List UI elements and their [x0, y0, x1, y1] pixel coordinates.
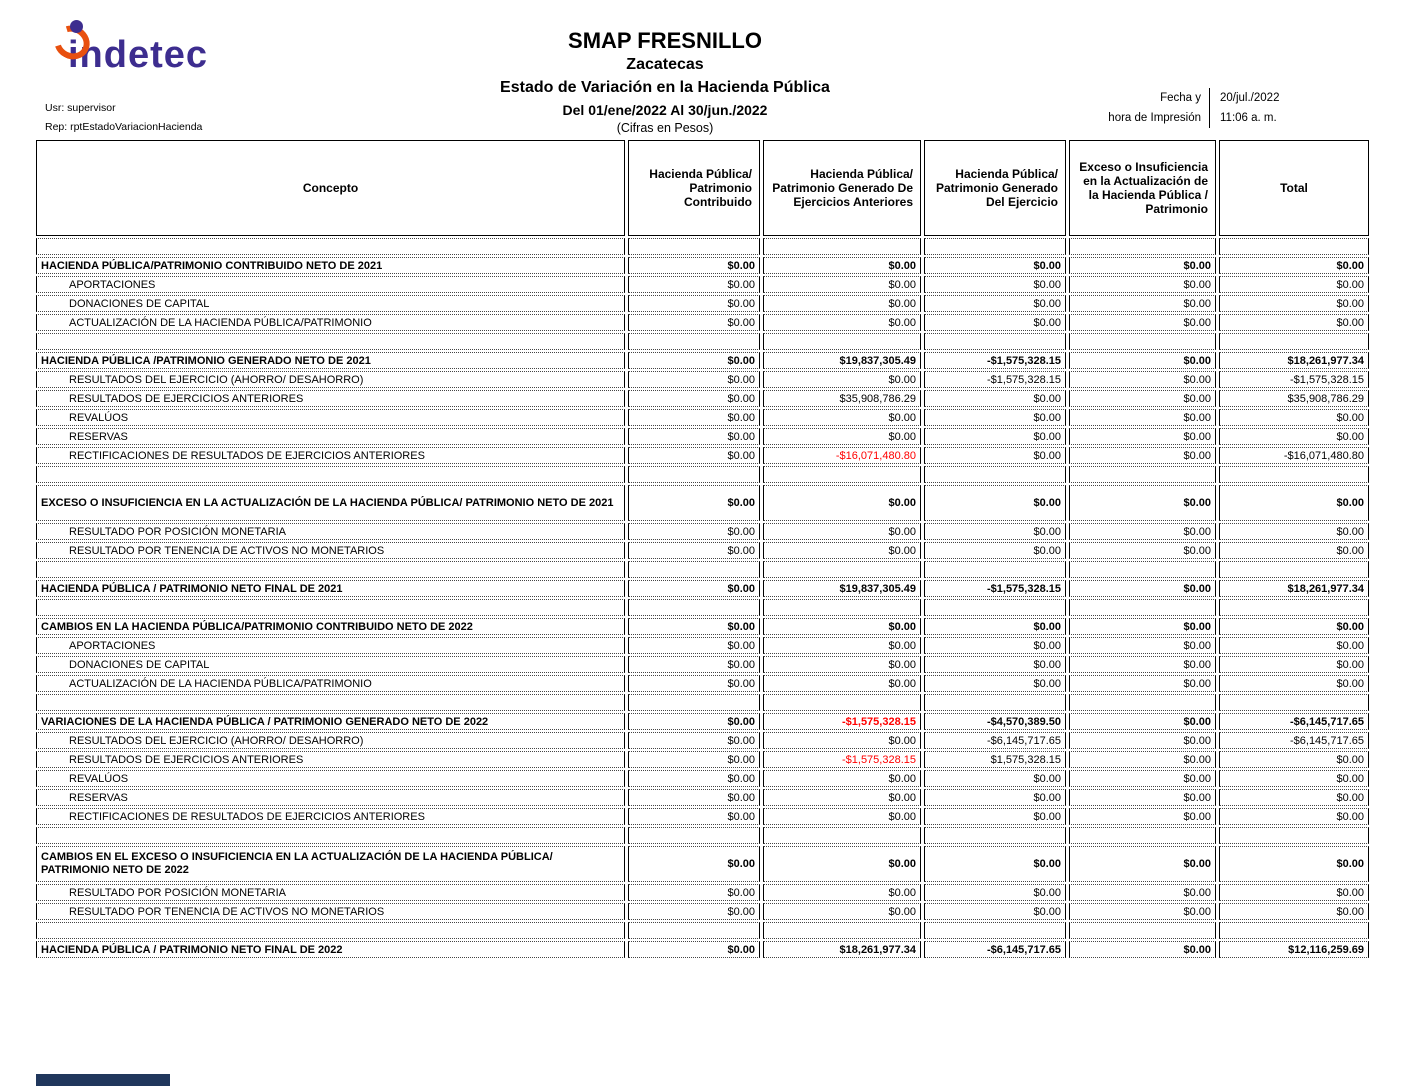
value-cell: $19,837,305.49	[763, 352, 921, 369]
value-cell: $0.00	[628, 884, 760, 901]
value-cell: $0.00	[763, 618, 921, 635]
concept-cell: RESULTADOS DE EJERCICIOS ANTERIORES	[36, 390, 625, 407]
table-row	[36, 789, 1370, 806]
value-cell	[924, 238, 1066, 255]
value-cell: $0.00	[628, 770, 760, 787]
value-cell: $0.00	[1219, 637, 1369, 654]
value-cell: $0.00	[924, 618, 1066, 635]
value-cell	[1219, 466, 1369, 483]
table-row	[36, 618, 1370, 635]
print-time-label: hora de Impresión	[1108, 108, 1210, 128]
concept-cell: HACIENDA PÚBLICA /PATRIMONIO GENERADO NETO DE 2021	[36, 352, 625, 369]
value-cell: $0.00	[763, 789, 921, 806]
value-cell	[628, 694, 760, 711]
table-row	[36, 428, 1370, 445]
concept-cell: HACIENDA PÚBLICA/PATRIMONIO CONTRIBUIDO NETO DE 2021	[36, 257, 625, 274]
concept-cell: RESULTADO POR TENENCIA DE ACTIVOS NO MONETARIOS	[36, 542, 625, 559]
concept-cell: RESULTADO POR POSICIÓN MONETARIA	[36, 523, 625, 540]
concept-cell: RECTIFICACIONES DE RESULTADOS DE EJERCICIOS ANTERIORES	[36, 447, 625, 464]
concept-cell: HACIENDA PÚBLICA / PATRIMONIO NETO FINAL DE 2021	[36, 580, 625, 597]
value-cell: $0.00	[763, 371, 921, 388]
spacer-row	[36, 599, 1370, 616]
table-row	[36, 314, 1370, 331]
value-cell	[924, 827, 1066, 844]
value-cell	[924, 922, 1066, 939]
table-row	[36, 732, 1370, 749]
value-cell	[1069, 599, 1216, 616]
value-cell: $0.00	[763, 846, 921, 882]
value-cell: $0.00	[1069, 523, 1216, 540]
value-cell: $0.00	[1069, 257, 1216, 274]
spacer-row	[36, 466, 1370, 483]
value-cell: $0.00	[628, 428, 760, 445]
concept-cell: RESULTADOS DEL EJERCICIO (AHORRO/ DESAHORRO)	[36, 732, 625, 749]
value-cell: $0.00	[1219, 523, 1369, 540]
value-cell: $0.00	[924, 390, 1066, 407]
spacer-cell	[36, 466, 625, 483]
value-cell: $0.00	[924, 428, 1066, 445]
value-cell: $0.00	[924, 295, 1066, 312]
value-cell: $0.00	[1069, 580, 1216, 597]
value-cell: -$6,145,717.65	[924, 732, 1066, 749]
value-cell: $0.00	[628, 314, 760, 331]
value-cell: $0.00	[1069, 314, 1216, 331]
value-cell: $0.00	[628, 903, 760, 920]
spacer-cell	[36, 333, 625, 350]
value-cell: $0.00	[1219, 428, 1369, 445]
value-cell: $0.00	[1069, 713, 1216, 730]
value-cell: $0.00	[924, 656, 1066, 673]
concept-cell: VARIACIONES DE LA HACIENDA PÚBLICA / PATRIMONIO GENERADO NETO DE 2022	[36, 713, 625, 730]
value-cell: -$6,145,717.65	[1219, 732, 1369, 749]
org-title: SMAP FRESNILLO	[568, 28, 762, 53]
concept-cell: RECTIFICACIONES DE RESULTADOS DE EJERCICIOS ANTERIORES	[36, 808, 625, 825]
value-cell	[924, 599, 1066, 616]
column-header-5: Total	[1219, 140, 1369, 236]
table-header-row	[36, 140, 1370, 236]
value-cell: $18,261,977.34	[1219, 580, 1369, 597]
value-cell: $0.00	[1069, 352, 1216, 369]
value-cell: $0.00	[763, 428, 921, 445]
concept-cell: REVALÚOS	[36, 770, 625, 787]
value-cell: $0.00	[1219, 656, 1369, 673]
table-row	[36, 846, 1370, 882]
value-cell: $0.00	[628, 447, 760, 464]
value-cell	[1219, 238, 1369, 255]
value-cell: $1,575,328.15	[924, 751, 1066, 768]
value-cell	[763, 561, 921, 578]
value-cell: $0.00	[628, 941, 760, 958]
value-cell: $0.00	[1219, 295, 1369, 312]
value-cell	[763, 599, 921, 616]
value-cell: $18,261,977.34	[1219, 352, 1369, 369]
value-cell	[628, 333, 760, 350]
table-row	[36, 409, 1370, 426]
value-cell	[1069, 333, 1216, 350]
value-cell: $0.00	[1219, 903, 1369, 920]
value-cell: $0.00	[1219, 884, 1369, 901]
value-cell: -$1,575,328.15	[924, 580, 1066, 597]
value-cell: $0.00	[763, 295, 921, 312]
value-cell: $0.00	[763, 276, 921, 293]
value-cell: $0.00	[763, 257, 921, 274]
value-cell: $0.00	[763, 542, 921, 559]
value-cell: $0.00	[628, 580, 760, 597]
spacer-cell	[36, 922, 625, 939]
concept-cell: DONACIONES DE CAPITAL	[36, 295, 625, 312]
state-title: Zacatecas	[626, 56, 704, 73]
value-cell	[628, 238, 760, 255]
spacer-cell	[36, 694, 625, 711]
table-row	[36, 542, 1370, 559]
value-cell: $0.00	[1219, 808, 1369, 825]
value-cell: $0.00	[1219, 542, 1369, 559]
table-row	[36, 656, 1370, 673]
user-line: Usr: supervisor	[45, 102, 116, 114]
value-cell: $0.00	[1069, 808, 1216, 825]
value-cell: $0.00	[628, 732, 760, 749]
value-cell	[1069, 561, 1216, 578]
concept-cell: APORTACIONES	[36, 637, 625, 654]
report-id-line: Rep: rptEstadoVariacionHacienda	[45, 121, 203, 133]
column-header-1: Hacienda Pública/ Patrimonio Contribuido	[628, 140, 760, 236]
print-time-value: 11:06 a. m.	[1220, 112, 1277, 124]
value-cell	[628, 466, 760, 483]
value-cell: $0.00	[924, 542, 1066, 559]
table-row	[36, 390, 1370, 407]
value-cell: $0.00	[1069, 751, 1216, 768]
concept-cell: RESERVAS	[36, 428, 625, 445]
print-info	[1108, 88, 1290, 128]
value-cell	[763, 238, 921, 255]
value-cell: $0.00	[1219, 751, 1369, 768]
value-cell: $0.00	[1219, 618, 1369, 635]
concept-cell: APORTACIONES	[36, 276, 625, 293]
column-header-3: Hacienda Pública/ Patrimonio Generado Del Ejercicio	[924, 140, 1066, 236]
table-row	[36, 675, 1370, 692]
value-cell: $0.00	[628, 390, 760, 407]
value-cell	[1219, 333, 1369, 350]
concept-cell: RESULTADO POR POSICIÓN MONETARIA	[36, 884, 625, 901]
value-cell: $0.00	[1069, 295, 1216, 312]
value-cell: $0.00	[628, 295, 760, 312]
value-cell	[1219, 827, 1369, 844]
concept-cell: EXCESO O INSUFICIENCIA EN LA ACTUALIZACIÓN DE LA HACIENDA PÚBLICA/ PATRIMONIO NETO DE 2021	[36, 485, 625, 521]
table-row	[36, 295, 1370, 312]
value-cell: $0.00	[1069, 789, 1216, 806]
value-cell: $0.00	[628, 257, 760, 274]
value-cell: $0.00	[924, 276, 1066, 293]
value-cell: $0.00	[1069, 903, 1216, 920]
value-cell	[628, 827, 760, 844]
value-cell	[1069, 694, 1216, 711]
value-cell: $0.00	[924, 770, 1066, 787]
value-cell: $0.00	[1069, 371, 1216, 388]
value-cell: $0.00	[924, 846, 1066, 882]
concept-cell: DONACIONES DE CAPITAL	[36, 656, 625, 673]
value-cell: $0.00	[1069, 447, 1216, 464]
value-cell	[1219, 599, 1369, 616]
value-cell: $0.00	[763, 485, 921, 521]
value-cell: $0.00	[628, 276, 760, 293]
value-cell: $0.00	[1069, 485, 1216, 521]
value-cell: $0.00	[628, 371, 760, 388]
value-cell: $0.00	[1069, 428, 1216, 445]
spacer-row	[36, 827, 1370, 844]
logo-text: indetec	[68, 34, 209, 76]
concept-cell: CAMBIOS EN LA HACIENDA PÚBLICA/PATRIMONIO CONTRIBUIDO NETO DE 2022	[36, 618, 625, 635]
footer-progress-bar	[36, 1074, 170, 1086]
value-cell: $0.00	[763, 637, 921, 654]
value-cell: $0.00	[924, 789, 1066, 806]
concept-cell: RESERVAS	[36, 789, 625, 806]
table-row	[36, 903, 1370, 920]
value-cell: $0.00	[763, 808, 921, 825]
value-cell: $0.00	[628, 656, 760, 673]
value-cell: $0.00	[628, 846, 760, 882]
concept-cell: RESULTADOS DEL EJERCICIO (AHORRO/ DESAHORRO)	[36, 371, 625, 388]
value-cell	[924, 466, 1066, 483]
value-cell: $0.00	[924, 808, 1066, 825]
value-cell: $0.00	[924, 257, 1066, 274]
value-cell: $18,261,977.34	[763, 941, 921, 958]
value-cell: $0.00	[628, 485, 760, 521]
table-row	[36, 371, 1370, 388]
value-cell	[763, 922, 921, 939]
value-cell: -$1,575,328.15	[763, 751, 921, 768]
value-cell: $0.00	[628, 523, 760, 540]
value-cell: $0.00	[628, 789, 760, 806]
value-cell: $0.00	[1069, 941, 1216, 958]
value-cell: $0.00	[628, 675, 760, 692]
concept-cell: ACTUALIZACIÓN DE LA HACIENDA PÚBLICA/PATRIMONIO	[36, 675, 625, 692]
table-row	[36, 713, 1370, 730]
value-cell: -$1,575,328.15	[763, 713, 921, 730]
value-cell	[1069, 466, 1216, 483]
value-cell: -$1,575,328.15	[1219, 371, 1369, 388]
value-cell: $0.00	[1219, 770, 1369, 787]
value-cell: $0.00	[763, 409, 921, 426]
value-cell: -$1,575,328.15	[924, 371, 1066, 388]
value-cell	[1069, 922, 1216, 939]
value-cell	[628, 599, 760, 616]
value-cell: $0.00	[924, 675, 1066, 692]
value-cell: $0.00	[628, 808, 760, 825]
value-cell: $0.00	[924, 637, 1066, 654]
value-cell	[1069, 238, 1216, 255]
value-cell: $0.00	[1069, 675, 1216, 692]
spacer-cell	[36, 827, 625, 844]
value-cell	[763, 333, 921, 350]
value-cell: $0.00	[763, 884, 921, 901]
value-cell: $0.00	[763, 770, 921, 787]
value-cell	[1069, 827, 1216, 844]
column-header-4: Exceso o Insuficiencia en la Actualización de la Hacienda Pública / Patrimonio	[1069, 140, 1216, 236]
value-cell: $0.00	[1069, 732, 1216, 749]
column-header-2: Hacienda Pública/ Patrimonio Generado De Ejercicios Anteriores	[763, 140, 921, 236]
value-cell: $0.00	[1219, 276, 1369, 293]
table-row	[36, 523, 1370, 540]
value-cell: $0.00	[1219, 675, 1369, 692]
spacer-row	[36, 561, 1370, 578]
report-title: Estado de Variación en la Hacienda Pública	[500, 79, 830, 96]
value-cell: $0.00	[1219, 257, 1369, 274]
table-row	[36, 352, 1370, 369]
spacer-row	[36, 922, 1370, 939]
value-cell: $0.00	[1069, 884, 1216, 901]
table-row	[36, 447, 1370, 464]
value-cell: $0.00	[1219, 846, 1369, 882]
concept-cell: ACTUALIZACIÓN DE LA HACIENDA PÚBLICA/PATRIMONIO	[36, 314, 625, 331]
value-cell	[924, 694, 1066, 711]
units-note: (Cifras en Pesos)	[616, 121, 714, 135]
value-cell: $0.00	[763, 675, 921, 692]
value-cell: $0.00	[924, 903, 1066, 920]
value-cell: $0.00	[924, 884, 1066, 901]
table-row	[36, 485, 1370, 521]
column-header-0: Concepto	[36, 140, 625, 236]
value-cell: $0.00	[1069, 618, 1216, 635]
value-cell: $0.00	[763, 523, 921, 540]
value-cell: $0.00	[628, 713, 760, 730]
value-cell: $0.00	[628, 542, 760, 559]
table-row	[36, 580, 1370, 597]
value-cell: $0.00	[1069, 637, 1216, 654]
value-cell: $12,116,259.69	[1219, 941, 1369, 958]
value-cell: -$16,071,480.80	[763, 447, 921, 464]
value-cell	[763, 694, 921, 711]
value-cell: $0.00	[763, 903, 921, 920]
value-cell	[1219, 561, 1369, 578]
concept-cell: REVALÚOS	[36, 409, 625, 426]
table-row	[36, 276, 1370, 293]
table-row	[36, 941, 1370, 958]
value-cell: -$6,145,717.65	[1219, 713, 1369, 730]
table-row	[36, 770, 1370, 787]
value-cell: $0.00	[1069, 542, 1216, 559]
value-cell: $19,837,305.49	[763, 580, 921, 597]
value-cell: $0.00	[628, 409, 760, 426]
value-cell: $0.00	[1219, 789, 1369, 806]
value-cell: $0.00	[1069, 390, 1216, 407]
value-cell: $0.00	[1219, 409, 1369, 426]
value-cell	[763, 827, 921, 844]
spacer-cell	[36, 561, 625, 578]
table-row	[36, 637, 1370, 654]
spacer-row	[36, 238, 1370, 255]
value-cell	[924, 333, 1066, 350]
spacer-cell	[36, 599, 625, 616]
table-row	[36, 751, 1370, 768]
value-cell: $0.00	[628, 618, 760, 635]
value-cell: $0.00	[763, 656, 921, 673]
print-date-label: Fecha y	[1108, 88, 1210, 108]
value-cell: $0.00	[924, 523, 1066, 540]
value-cell: $0.00	[763, 314, 921, 331]
value-cell	[1219, 694, 1369, 711]
value-cell: $0.00	[924, 409, 1066, 426]
spacer-cell	[36, 238, 625, 255]
print-date-value: 20/jul./2022	[1220, 92, 1280, 104]
value-cell: $0.00	[628, 751, 760, 768]
value-cell: $0.00	[1069, 846, 1216, 882]
value-cell: $35,908,786.29	[1219, 390, 1369, 407]
table-row	[36, 884, 1370, 901]
value-cell: $0.00	[1069, 276, 1216, 293]
value-cell: $0.00	[1219, 485, 1369, 521]
value-cell	[1219, 922, 1369, 939]
value-cell	[628, 561, 760, 578]
value-cell: $0.00	[628, 637, 760, 654]
value-cell	[763, 466, 921, 483]
concept-cell: HACIENDA PÚBLICA / PATRIMONIO NETO FINAL DE 2022	[36, 941, 625, 958]
value-cell: $0.00	[924, 447, 1066, 464]
variation-table	[36, 140, 1370, 958]
concept-cell: RESULTADOS DE EJERCICIOS ANTERIORES	[36, 751, 625, 768]
value-cell: $0.00	[1219, 314, 1369, 331]
table-row	[36, 808, 1370, 825]
value-cell	[924, 561, 1066, 578]
value-cell	[628, 922, 760, 939]
value-cell: -$16,071,480.80	[1219, 447, 1369, 464]
value-cell: $0.00	[924, 485, 1066, 521]
value-cell: -$6,145,717.65	[924, 941, 1066, 958]
value-cell: $0.00	[763, 732, 921, 749]
value-cell: -$1,575,328.15	[924, 352, 1066, 369]
value-cell: $0.00	[1069, 770, 1216, 787]
value-cell: $0.00	[1069, 656, 1216, 673]
concept-cell: RESULTADO POR TENENCIA DE ACTIVOS NO MONETARIOS	[36, 903, 625, 920]
table-row	[36, 257, 1370, 274]
concept-cell: CAMBIOS EN EL EXCESO O INSUFICIENCIA EN LA ACTUALIZACIÓN DE LA HACIENDA PÚBLICA/ PATRIMONIO NETO DE 2022	[36, 846, 625, 882]
value-cell: $0.00	[1069, 409, 1216, 426]
report-header	[0, 0, 1408, 140]
period-title: Del 01/ene/2022 Al 30/jun./2022	[562, 102, 768, 118]
spacer-row	[36, 694, 1370, 711]
value-cell: -$4,570,389.50	[924, 713, 1066, 730]
value-cell: $0.00	[924, 314, 1066, 331]
value-cell: $0.00	[628, 352, 760, 369]
spacer-row	[36, 333, 1370, 350]
value-cell: $35,908,786.29	[763, 390, 921, 407]
